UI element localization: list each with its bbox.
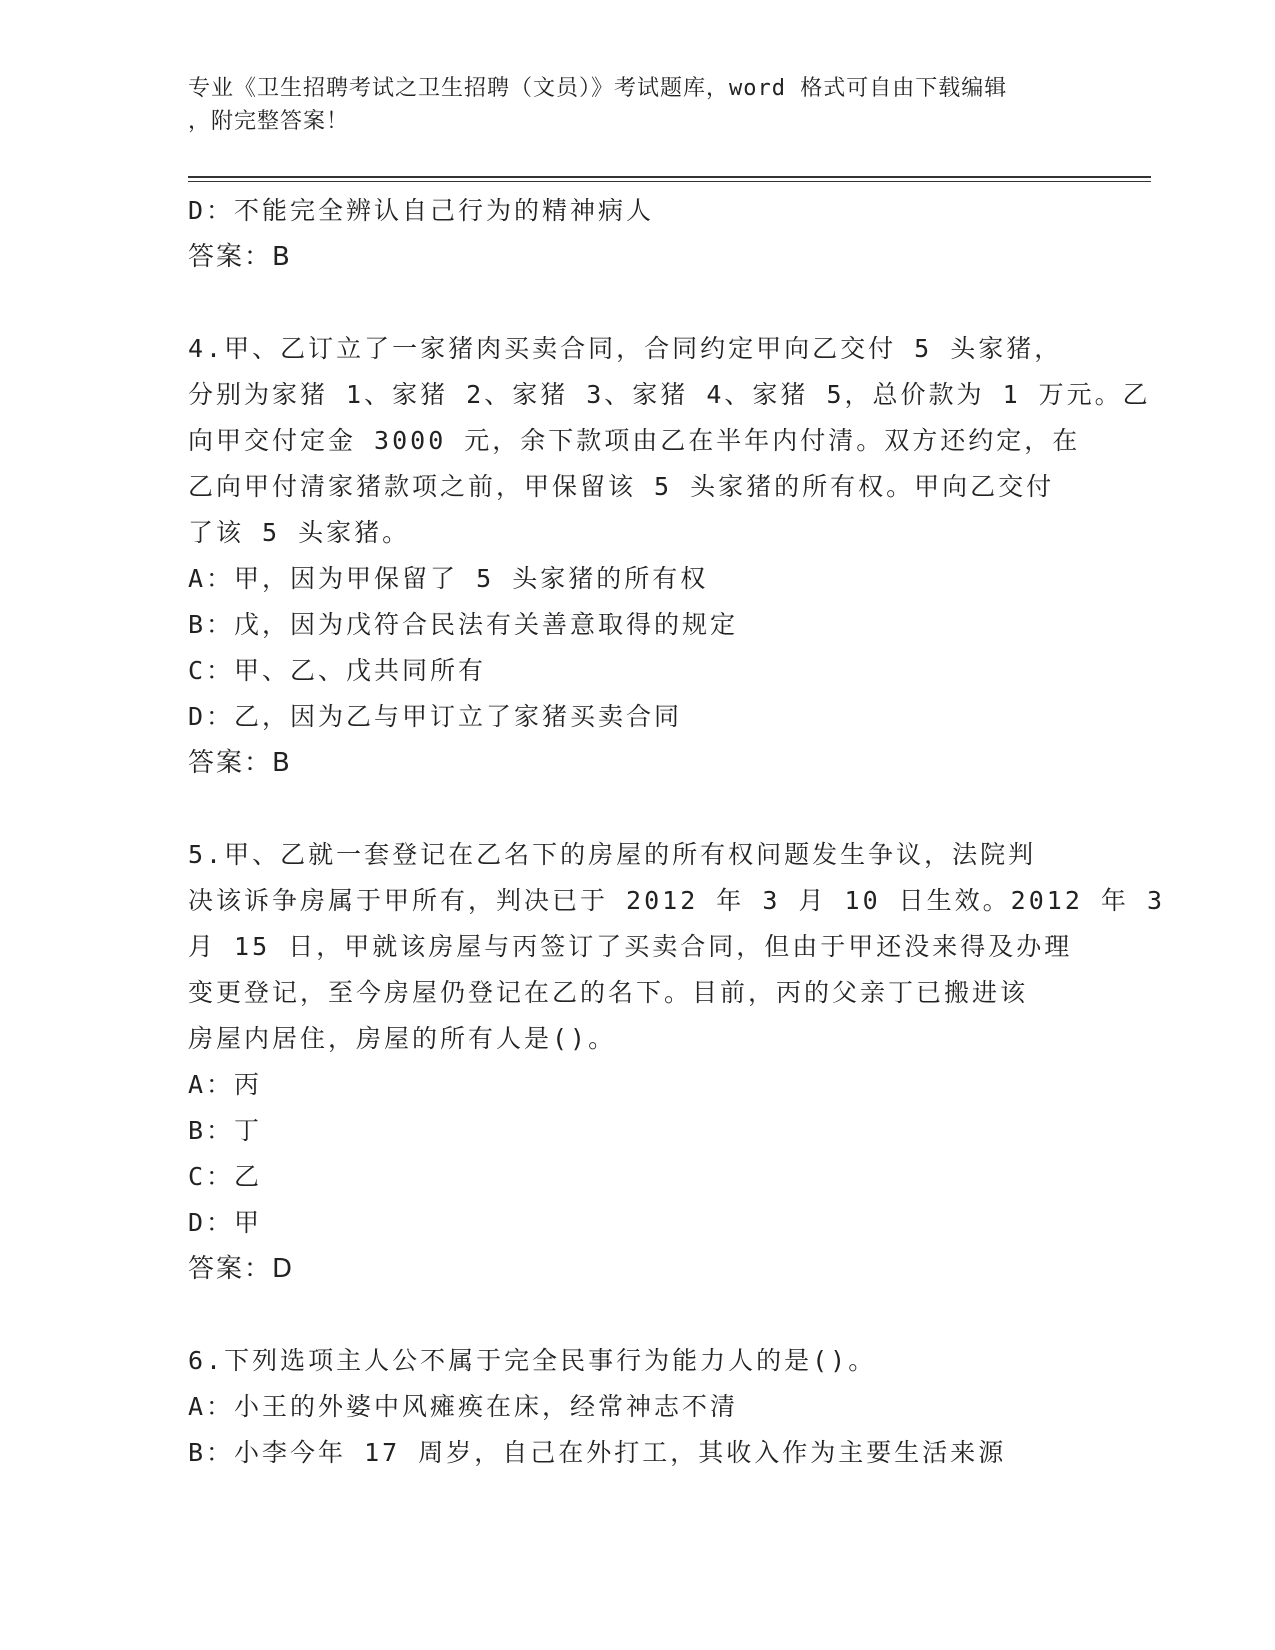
question-stem xyxy=(188,326,1151,556)
document-header xyxy=(188,72,1068,138)
stem-line: 向甲交付定金 3000 元，余下款项由乙在半年内付清。双方还约定，在 xyxy=(188,426,1081,455)
stem-line: 乙向甲付清家猪款项之前，甲保留该 5 头家猪的所有权。甲向乙交付 xyxy=(188,472,1055,501)
option-d: D：甲 xyxy=(188,1208,263,1237)
stem-line: 5.甲、乙就一套登记在乙名下的房屋的所有权问题发生争议，法院判 xyxy=(188,840,1037,869)
option-b: B：戊，因为戊符合民法有关善意取得的规定 xyxy=(188,610,739,639)
option-a: A：小王的外婆中风瘫痪在床，经常神志不清 xyxy=(188,1392,739,1421)
answer-label: 答案：B xyxy=(188,242,292,272)
option-c: C：甲、乙、戊共同所有 xyxy=(188,656,487,685)
stem-line: 决该诉争房属于甲所有，判决已于 2012 年 3 月 10 日生效。2012 年 3 xyxy=(188,886,1166,915)
stem-line: 4.甲、乙订立了一家猪肉买卖合同，合同约定甲向乙交付 5 头家猪， xyxy=(188,334,1063,363)
stem-line: 房屋内居住，房屋的所有人是()。 xyxy=(188,1024,617,1053)
question-4 xyxy=(188,326,1151,786)
option-d: D：不能完全辨认自己行为的精神病人 xyxy=(188,196,655,225)
spacer xyxy=(188,280,1088,326)
question-6 xyxy=(188,1338,1088,1476)
option-d: D：乙，因为乙与甲订立了家猪买卖合同 xyxy=(188,702,683,731)
stem-line: 6.下列选项主人公不属于完全民事行为能力人的是()。 xyxy=(188,1346,877,1375)
option-a: A：甲，因为甲保留了 5 头家猪的所有权 xyxy=(188,564,709,593)
document-body xyxy=(188,188,1166,1476)
spacer xyxy=(188,1292,1088,1338)
question-stem xyxy=(188,832,1166,1062)
stem-line: 了该 5 头家猪。 xyxy=(188,518,411,547)
header-rule-thick xyxy=(188,176,1151,178)
header-line-1: 专业《卫生招聘考试之卫生招聘（文员）》考试题库，word 格式可自由下载编辑 xyxy=(188,76,1008,101)
stem-line: 月 15 日，甲就该房屋与丙签订了买卖合同，但由于甲还没来得及办理 xyxy=(188,932,1073,961)
option-b: B：丁 xyxy=(188,1116,263,1145)
question-3-tail xyxy=(188,188,1088,280)
spacer xyxy=(188,786,1088,832)
option-c: C：乙 xyxy=(188,1162,263,1191)
question-5 xyxy=(188,832,1166,1292)
option-a: A：丙 xyxy=(188,1070,263,1099)
answer-label: 答案：D xyxy=(188,1254,295,1284)
answer-label: 答案：B xyxy=(188,748,292,778)
header-rule-thin xyxy=(188,181,1151,182)
question-stem xyxy=(188,1338,1088,1384)
stem-line: 变更登记，至今房屋仍登记在乙的名下。目前，丙的父亲丁已搬进该 xyxy=(188,978,1029,1007)
option-b: B：小李今年 17 周岁，自己在外打工，其收入作为主要生活来源 xyxy=(188,1438,1007,1467)
header-line-2: ，附完整答案！ xyxy=(188,109,350,134)
stem-line: 分别为家猪 1、家猪 2、家猪 3、家猪 4、家猪 5，总价款为 1 万元。乙 xyxy=(188,380,1151,409)
